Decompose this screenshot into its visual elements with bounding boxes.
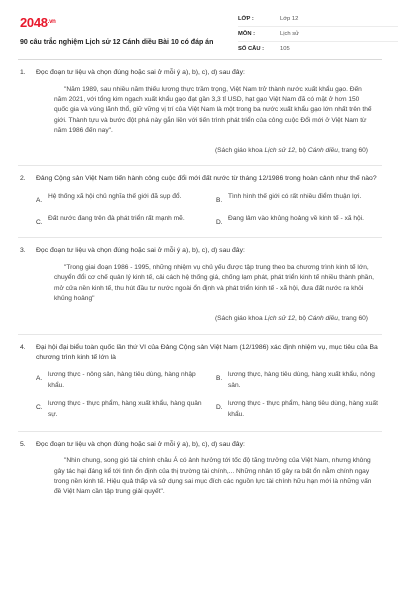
question-item (18, 238, 382, 334)
question-text: Đọc đoạn tư liệu và chọn đúng hoặc sai ở mỗi ý a), b), c), d) sau đây: (36, 440, 245, 448)
logo-tld: .vn (47, 19, 56, 25)
question-item (18, 432, 382, 508)
source-mid: , bộ (295, 315, 308, 323)
page-title: 90 câu trắc nghiệm Lịch sử 12 Cánh diều Bài 10 có đáp án (20, 39, 214, 46)
question-item (18, 60, 382, 166)
meta-value: 105 (280, 46, 290, 53)
source-mid: , bộ (295, 146, 308, 154)
question-text: Đọc đoạn tư liệu và chọn đúng hoặc sai ở mỗi ý a), b), c), d) sau đây: (36, 247, 245, 255)
option-text: lương thực - nông sản, hàng tiêu dùng, hàng nhập khẩu. (48, 371, 196, 389)
question-number: 4. (20, 343, 26, 351)
answer-option-a[interactable] (36, 192, 202, 206)
option-text: lương thực - thực phẩm, hàng xuất khẩu, hàng quân sự. (48, 400, 202, 419)
option-letter: B. (216, 197, 223, 205)
source-series: Cánh diều (307, 315, 338, 323)
meta-label: LỚP : (238, 15, 254, 22)
question-quote: "Nhìn chung, song gió tài chính châu Á có ảnh hưởng tới tốc độ tăng trưởng của Việt Nam, nhưng không gây tác hại đáng kể tới tình ổn định của thị trường tài chính,... Những nhân tố gây ra bất ổn nằm chính ngay trong nền kinh tế. Hiệu quả thấp và sử dụng sai mục đích các nguồn lực tài chính hữu hạn mới là những vấn đề Việt Nam cần tập trung giải quyết". (54, 457, 372, 496)
meta-row-class (238, 12, 398, 27)
question-item (18, 335, 382, 432)
option-letter: A. (36, 375, 43, 383)
option-text: Hệ thống xã hội chủ nghĩa thế giới đã sụp đổ. (48, 193, 182, 201)
source-suffix: , trang 60) (337, 315, 368, 323)
question-quote: "Trong giai đoạn 1986 - 1995, những nhiệm vụ chủ yếu được tập trung theo ba chương trình kinh tế lớn, chuyển đổi cơ chế quản lý kinh tế, cải cách hệ thống giá, chống lạm phát, phát triển kinh tế nhiều thành phần, mở cửa nền kinh tế, thu hút đầu tư nước ngoài ổn định và phát triển kinh tế - xã hội, đưa đất nước ra khỏi khủng hoảng" (54, 264, 374, 302)
meta-table (238, 12, 398, 57)
question-text: Đại hội đại biểu toàn quốc lần thứ VI của Đảng Cộng sản Việt Nam (12/1986) xác định nhiệm vụ, mục tiêu của Ba chương trình kinh tế lớn là (36, 343, 378, 361)
source-series: Cánh diều (307, 146, 338, 154)
question-quote: "Năm 1989, sau nhiều năm thiếu lương thực trầm trọng, Việt Nam trở thành nước xuất khẩu gạo. Đến năm 2021, với tổng kim ngạch xuất khẩu gạo đạt gần 3,3 tỉ USD, hạt gạo Việt Nam đã có mặt ở hơn 150 quốc gia và vùng lãnh thổ, giữ vững vị trí của Việt Nam là một trong ba nước xuất khẩu gạo lớn nhất trên thế giới. Thành tựu và bước đột phá này gắn liền với tiến trình phát triển của công cuộc Đổi mới ở Việt Nam từ năm 1986 đến nay". (54, 85, 372, 134)
meta-value: Lịch sử (280, 30, 300, 37)
source-book: Lịch sử 12 (264, 315, 296, 323)
page-header (18, 8, 382, 60)
option-text: lương thực - thực phẩm, hàng tiêu dùng, hàng xuất khẩu. (228, 400, 378, 419)
option-letter: A. (36, 197, 43, 205)
question-item (18, 166, 382, 238)
option-letter: D. (216, 404, 223, 412)
option-text: lương thực, hàng tiêu dùng, hàng xuất khẩu, nông sản. (228, 371, 375, 389)
option-letter: B. (216, 375, 223, 383)
question-number: 3. (20, 247, 26, 255)
answer-option-d[interactable] (216, 399, 382, 420)
answer-option-c[interactable] (36, 399, 202, 420)
source-prefix: (Sách giáo khoa (214, 315, 265, 323)
quote-source (18, 146, 368, 156)
quote-source (18, 314, 368, 324)
question-number: 5. (20, 440, 26, 448)
answer-options (36, 370, 382, 420)
answer-option-d[interactable] (216, 214, 382, 228)
meta-row-count (238, 42, 398, 57)
answer-option-b[interactable] (216, 370, 382, 391)
meta-label: MÔN : (238, 30, 256, 37)
option-text: Đang lâm vào khủng hoảng về kinh tế - xã hội. (228, 214, 364, 222)
site-logo[interactable] (20, 14, 56, 33)
answer-option-a[interactable] (36, 370, 202, 391)
question-text: Đọc đoạn tư liệu và chọn đúng hoặc sai ở mỗi ý a), b), c), d) sau đây: (36, 69, 245, 76)
option-text: Đất nước đang trên đà phát triển rất mạnh mẽ. (48, 214, 185, 222)
question-number: 1. (20, 69, 26, 76)
answer-option-b[interactable] (216, 192, 382, 206)
option-letter: C. (36, 404, 43, 412)
source-book: Lịch sử 12 (264, 146, 296, 154)
question-number: 2. (20, 175, 26, 183)
option-text: Tình hình thế giới có rất nhiều điểm thuận lợi. (228, 193, 362, 201)
question-text: Đảng Cộng sản Việt Nam tiến hành công cuộc đổi mới đất nước từ tháng 12/1986 trong hoàn cảnh như thế nào? (36, 175, 377, 183)
meta-label: SỐ CÂU : (238, 46, 265, 53)
logo-main: 2048 (20, 15, 48, 30)
meta-value: Lớp 12 (280, 15, 299, 22)
option-letter: D. (216, 218, 223, 226)
meta-row-subject (238, 27, 398, 42)
source-prefix: (Sách giáo khoa (214, 146, 265, 154)
source-suffix: , trang 60) (337, 146, 368, 154)
answer-options (36, 192, 382, 227)
answer-option-c[interactable] (36, 214, 202, 228)
option-letter: C. (36, 218, 43, 226)
